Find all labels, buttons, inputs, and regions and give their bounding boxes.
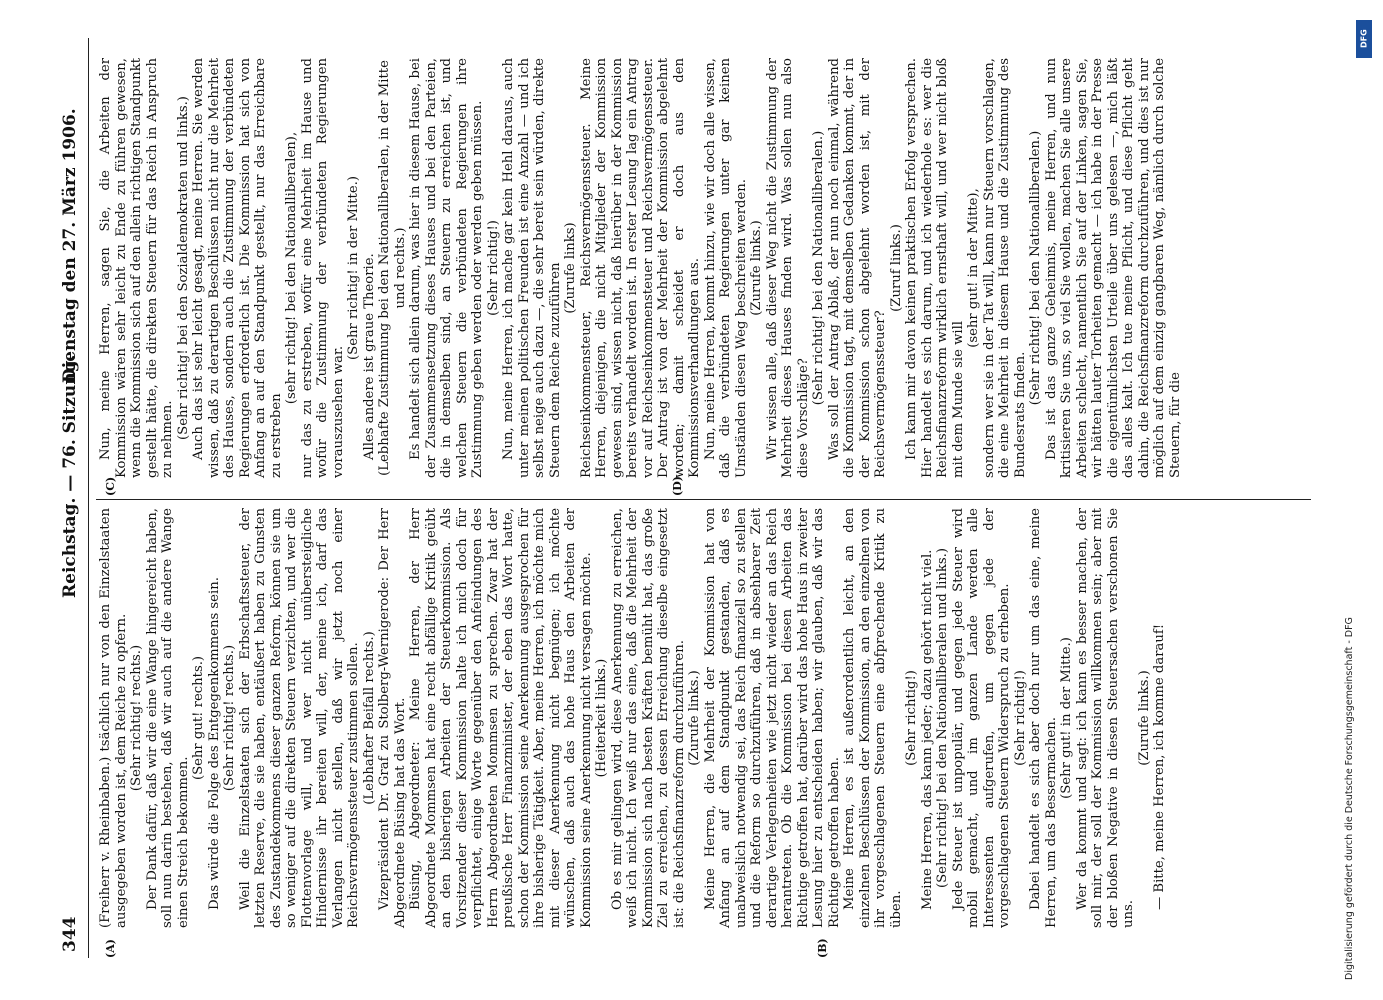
paragraph: Der Dank dafür, daß wir die eine Wange hingereicht haben, soll nun darin bestehen, daß wir auch auf die andere Wange einen Streich bekommen. xyxy=(144,508,191,928)
interjection: (Sehr richtig! rechts.) xyxy=(222,644,237,792)
margin-mark-b: (B) xyxy=(816,938,829,958)
page-number: 344 xyxy=(60,916,80,952)
interjection: (Lebhafte Zustimmung bei den Nationalliberalen, in der Mitte und rechts.) xyxy=(377,60,408,476)
interjection: (Zurufe links) xyxy=(563,222,578,314)
paragraph: Jede Steuer ist unpopulär, und gegen jede Steuer wird mobil gemacht, und im ganzen Lande werden alle Interessenten aufgerufen, um gegen jede der vorgeschlagenen Steuern Widerspruch zu erheben. xyxy=(950,508,1012,928)
interjection: (Sehr richtig! bei den Nationalliberalen und links.) xyxy=(935,547,950,889)
interjection: (Sehr richtig! rechts.) xyxy=(129,644,144,792)
paragraph: (Freiherr v. Rheinbaben.) tsächlich nur von den Einzelstaaten ausgegeben worden ist, dem Reiche zu opfern. xyxy=(98,508,129,928)
paragraph: Ob es mir gelingen wird, diese Anerkennung zu erreichen, weiß ich nicht. Ich weiß nur das eine, daß die Mehrheit der Kommission sich nach besten Kräften bemüht hat, das große Ziel zu erreichen, zu dessen Erreichung dieselbe eingesetzt ist: die Reichsfinanzreform durchzuführen. xyxy=(609,508,687,928)
dfg-logo: DFG xyxy=(1356,20,1372,58)
paragraph: Das würde die Folge des Entgegenkommens sein. xyxy=(206,577,222,910)
interjection: (Sehr richtig! bei den Nationalliberalen.) xyxy=(1028,130,1043,406)
paragraph: Was soll der Antrag Ablaß, der nun noch einmal, während die Kommission tagt, mit demselben Gedanken kommt, der in der Kommission schon abgelehnt worden ist, mit der Reichsvermögenssteuer? xyxy=(826,58,888,478)
interjection: (Sehr gut! rechts.) xyxy=(191,655,206,781)
paragraph: Weil die Einzelstaaten sich der Erbschaftssteuer, der letzten Reserve, die sie haben, entäußert haben zu Gunsten des Zustandekommens dieser ganzen Reform, können sie um so weniger auf die direkten Steuern verzichten, und wer die Flottenvorlage will, und wer nicht unübersteigliche Hindernisse ihr bereiten will, der, meine ich, darf das Verlangen nicht stellen, daß wir jetzt noch einer Reichsvermögenssteuer zustimmen sollen. xyxy=(237,508,361,928)
paragraph: Alles andere ist graue Theorie. xyxy=(361,253,377,460)
interjection: (Sehr richtig!) xyxy=(485,220,501,316)
digitization-note-text: Digitalisierung gefördert durch die Deutsche Forschungsgemeinschaft - DFG xyxy=(1344,617,1355,980)
interjection: (Sehr richtig! in der Mitte.) xyxy=(346,176,361,360)
interjection: (Lebhafter Beifall rechts.) xyxy=(361,631,377,805)
paragraph: Meine Herren, das kann jeder; dazu gehört nicht viel. xyxy=(919,549,935,910)
interjection: (Sehr gut! in der Mitte.) xyxy=(1059,637,1074,799)
interjection: (Sehr richtig! bei den Sozialdemokraten und links.) xyxy=(175,96,191,440)
interjection: (sehr gut! in der Mitte), xyxy=(966,188,981,348)
column-divider xyxy=(96,499,1311,500)
paragraph: Das ist das ganze Geheimnis, meine Herren, und nun kritisieren Sie uns, so viel Sie wollen, machen Sie alle unsere Arbeiten schlecht, namentlich Sie auf der Linken, sagen Sie, wir hätten lauter Torheiten gemacht — ich habe in der Presse die eigentümlichsten Urteile über uns gelesen —, mich läßt das alles kalt. Ich tue meine Pflicht, und diese Pflicht geht dahin, die Reichsfinanzreform durchzuführen, und dies ist nur möglich auf dem einzig gangbaren Weg, nämlich durch solche Steuern, für die xyxy=(1043,58,1183,478)
session-date: Dienstag den 27. März 1906. xyxy=(60,108,80,383)
margin-mark-c: (C) xyxy=(104,476,117,496)
paragraph: Vizepräsident Dr. Graf zu Stolberg-Wernigerode: Der Herr Abgeordnete Büsing hat das Wort. xyxy=(377,508,408,928)
rotated-page xyxy=(56,38,1321,958)
paragraph: Meine Herren, die Mehrheit der Kommission hat von Anfang an auf dem Standpunkt gestanden, daß es unabweislich notwendig sei, das Reich finanziell so zu stellen und die Reform so durchzuführen, daß in absehbarer Zeit derartige Verlegenheiten wie jetzt nicht wieder an das Reich herantreten. Ob die Kommission bei diesen Arbeiten das Richtige getroffen hat, darüber wird das hohe Haus in zweiter Lesung hier zu entscheiden haben; wir glauben, daß wir das Richtige getroffen haben. xyxy=(702,508,842,928)
paragraph: Wer da kommt und sagt: ich kann es besser machen, der soll mir, der soll der Kommission willkommen sein; aber mit der bloßen Negative in diesen Steuersachen verschonen Sie uns. xyxy=(1074,508,1136,928)
interjection: (Sehr richtig!) xyxy=(1012,670,1028,766)
paragraph: Auch das ist sehr leicht gesagt, meine Herren. Sie werden wissen, daß zu derartigen Beschlüssen nicht nur die Mehrheit des Hauses, sondern auch die Zustimmung der verbündeten Regierungen erforderlich ist. Die Kommission hat sich von Anfang an auf den Standpunkt gestellt, nur das Erreichbare zu erstreben xyxy=(191,58,284,478)
paragraph: Nun, meine Herren, kommt hinzu, wie wir doch alle wissen, daß die verbündeten Regierungen unter gar keinen Umständen diesen Weg beschreiten werden. xyxy=(702,58,749,478)
paragraph: Nun, meine Herren, ich mache gar kein Hehl daraus, auch unter meinen politischen Freunden ist eine Anzahl — und ich selbst neige auch dazu —, die sehr bereit sein würden, direkte Steuern dem Reiche zuzuführen xyxy=(501,58,563,478)
margin-mark-d: (D) xyxy=(671,476,684,496)
interjection: (Zurufe links.) xyxy=(687,670,702,766)
paragraph: Es handelt sich allein darum, was hier in diesem Hause, bei der Zusammensetzung dieses Hauses und bei den Parteien, die in demselben sind, an Steuern zu erreichen ist, und welchen Steuern die verbündeten Regierungen ihre Zustimmung geben werden oder werden geben müssen. xyxy=(408,58,485,478)
header-rule xyxy=(88,38,89,958)
paragraph: Nun, meine Herren, sagen Sie, die Arbeiten der Kommission wären sehr leicht zu Ende zu führen gewesen, wenn die Kommission sich auf den allein richtigen Standpunkt gestellt hätte, die direkten Steuern für das Reich in Anspruch zu nehmen. xyxy=(98,58,175,478)
left-column xyxy=(98,508,1168,928)
interjection: (Zuruf links.) xyxy=(888,224,904,312)
paragraph: Dabei handelt es sich aber doch nur um das eine, meine Herren, um das Bessermachen. xyxy=(1028,508,1059,928)
page-header xyxy=(56,38,84,958)
paragraph: Meine Herren, es ist außerordentlich leicht, an den einzelnen Beschlüssen der Kommission, an den einzelnen von ihr vorgeschlagenen Steuern eine abfprechende Kritik zu üben. xyxy=(842,508,904,928)
paragraph: — Bitte, meine Herren, ich komme darauf! xyxy=(1152,623,1167,910)
paragraph: Ich kann mir davon keinen praktischen Erfolg versprechen. Hier handelt es sich darum, und ich wiederhole es: wer die Reichsfinanzreform wirklich ernsthaft will, und wer nicht bloß mit dem Munde sie will xyxy=(904,58,966,478)
paragraph: Büsing, Abgeordneter: Meine Herren, der Herr Abgeordnete Mommsen hat eine recht abfällige Kritik geübt an den bisherigen Arbeiten der Steuerkommission. Als Vorsitzender dieser Kommission halte ich mich doch für verpflichtet, einige Worte gegenüber den Anfeindungen des Herrn Abgeordneten Mommsen zu sprechen. Zwar hat der preußische Herr Finanzminister, der eben das Wort hatte, schon der Kommission seine Anerkennung ausgesprochen für ihre bisherige Tätigkeit. Aber, meine Herren, ich möchte mich mit dieser Anerkennung nicht begnügen; ich möchte wünschen, daß auch das hohe Haus den Arbeiten der Kommission seine Anerkennung nicht versagen möchte. xyxy=(408,508,594,928)
digitization-note xyxy=(1334,20,1382,980)
paragraph: sondern wer sie in der Tat will, kann nur Steuern vorschlagen, die eine Mehrheit in diesem Hause und die Zustimmung des Bundesrats finden. xyxy=(981,58,1028,478)
interjection: (Heiterkeit links.) xyxy=(594,658,609,778)
interjection: (Zurufe links.) xyxy=(1136,670,1152,766)
paragraph: nur das zu erstreben, wofür eine Mehrheit im Hause und wofür die Zustimmung der verbündeten Regierungen vorauszusehen war. xyxy=(299,58,346,478)
interjection: (Sehr richtig! bei den Nationalliberalen.) xyxy=(811,130,826,406)
right-column xyxy=(98,58,1183,478)
session-title: Reichstag. — 76. Sitzung. xyxy=(60,354,80,598)
interjection: (Zurufe links.) xyxy=(749,220,764,316)
margin-mark-a: (A) xyxy=(104,939,117,958)
interjection: (Sehr richtig!) xyxy=(904,670,919,766)
paragraph: Wir wissen alle, daß dieser Weg nicht die Zustimmung der Mehrheit dieses Hauses finden wird. Was sollen nun also diese Vorschläge? xyxy=(764,58,811,478)
interjection: (sehr richtig! bei den Nationalliberalen), xyxy=(284,131,299,405)
paragraph: Reichseinkommensteuer, Reichsvermögenssteuer. Meine Herren, diejenigen, die nicht Mitglieder der Kommission gewesen sind, wissen nicht, daß hierüber in der Kommission bereits verhandelt worden ist. In erster Lesung lag ein Antrag vor auf Reichseinkommensteuer und Reichsvermögenssteuer. Der Antrag ist von der Mehrheit der Kommission abgelehnt worden; damit scheidet er doch aus den Kommissionsverhandlungen aus. xyxy=(578,58,702,478)
